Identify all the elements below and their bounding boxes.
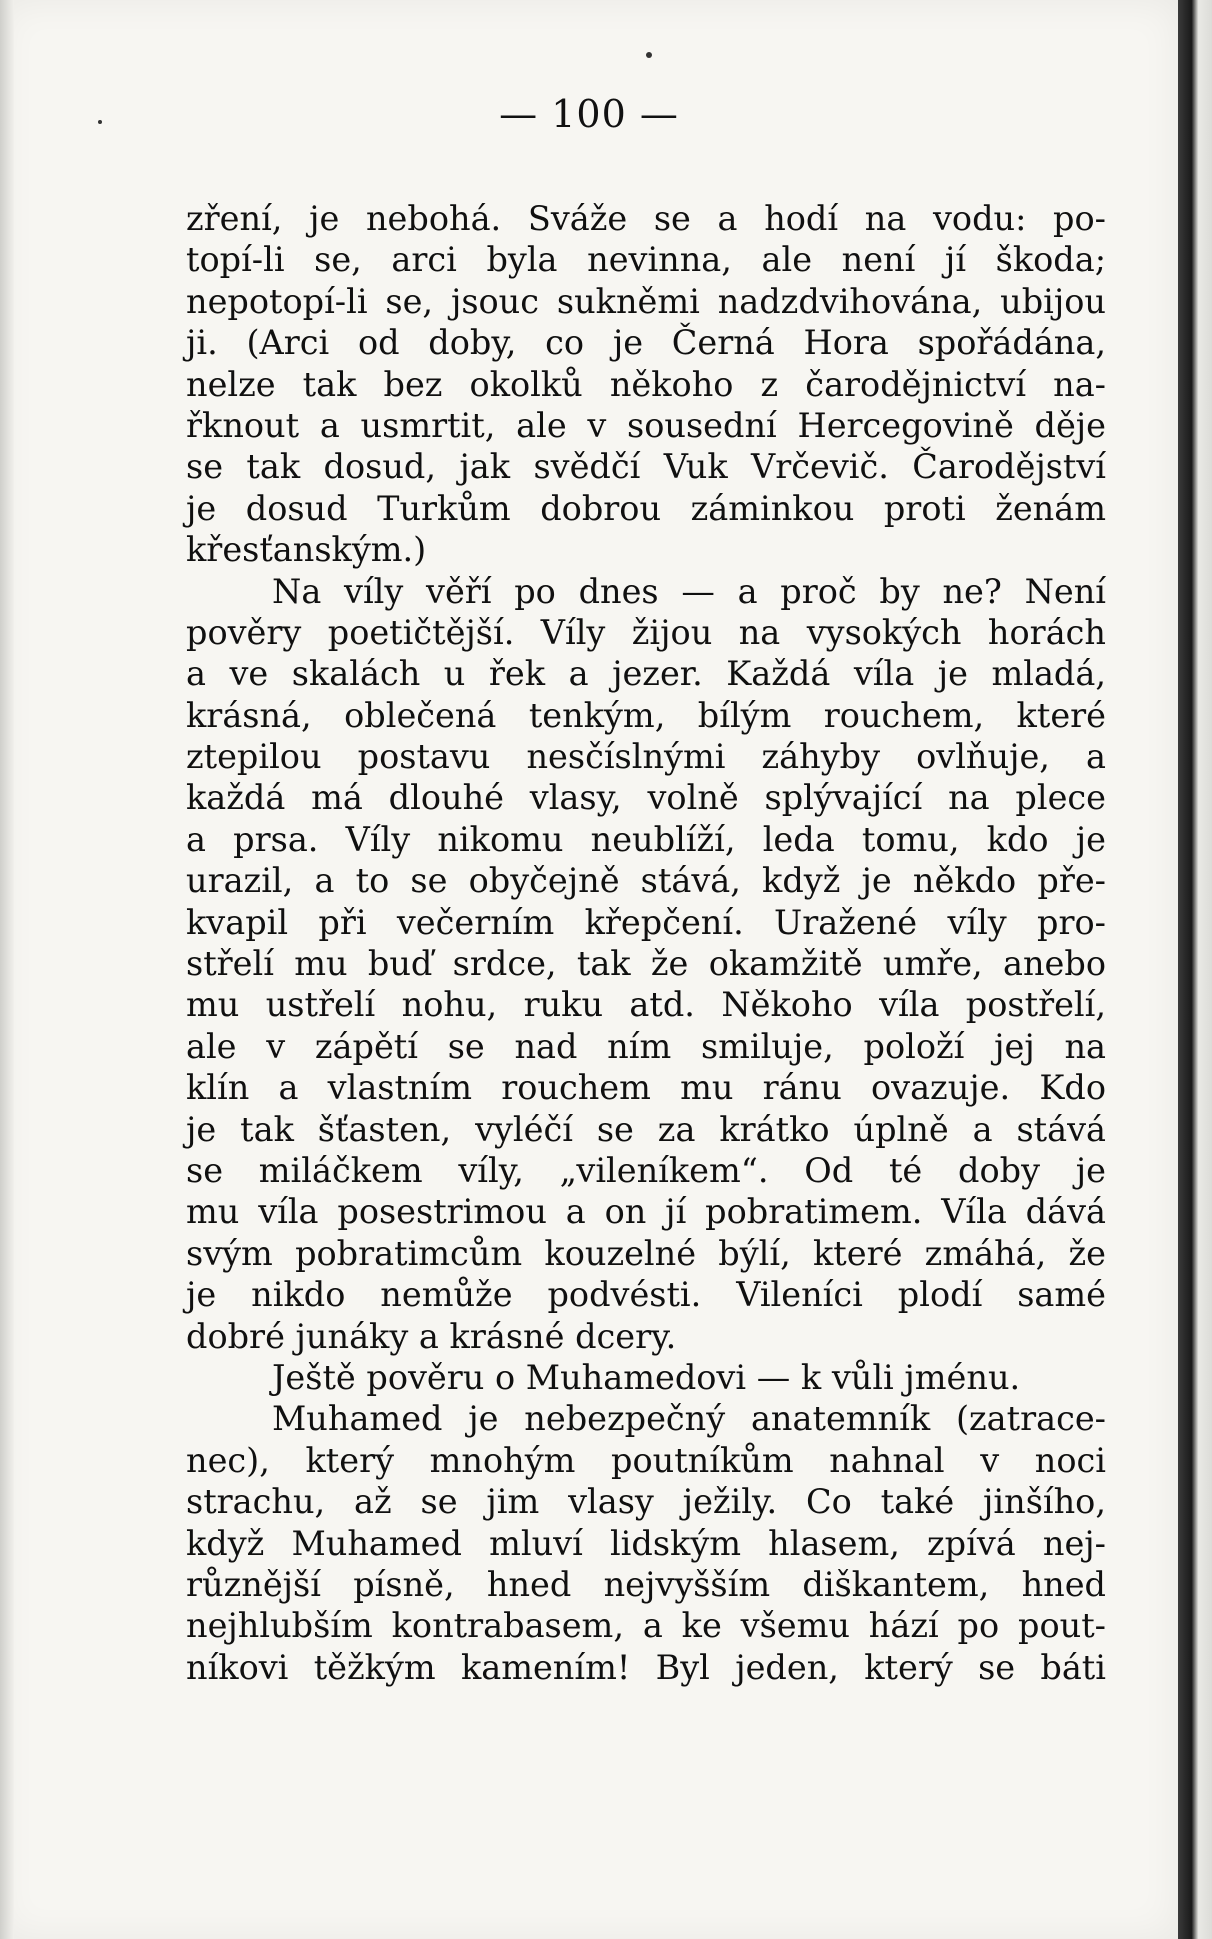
text-line: nelze tak bez okolků někoho z čarodějnictví na- — [186, 364, 1106, 404]
page-left-edge — [0, 0, 14, 1939]
text-line: se tak dosud, jak svědčí Vuk Vrčevič. Čarodějství — [186, 447, 1106, 487]
text-line: je tak šťasten, vyléčí se za krátko úplně a stává — [186, 1109, 1106, 1149]
text-line: a ve skalách u řek a jezer. Každá víla je mladá, — [186, 654, 1106, 694]
text-line: pověry poetičtější. Víly žijou na vysokých horách — [186, 612, 1106, 652]
text-line: se miláčkem víly, „vileníkem“. Od té doby je — [186, 1150, 1106, 1190]
text-line: zření, je nebohá. Sváže se a hodí na vodu: po- — [186, 199, 1106, 238]
text-line: ztepilou postavu nesčíslnými záhyby ovlňuje, a — [186, 737, 1106, 777]
text-line: topí-li se, arci byla nevinna, ale není jí škoda; — [186, 240, 1106, 280]
text-line: mu ustřelí nohu, ruku atd. Někoho víla postřelí, — [186, 985, 1106, 1025]
text-line: a prsa. Víly nikomu neublíží, leda tomu, kdo je — [186, 819, 1106, 859]
text-line: Na víly věří po dnes — a proč by ne? Není — [272, 571, 1106, 611]
paper-speck — [646, 52, 652, 58]
text-line: nejhlubším kontrabasem, a ke všemu hází po pout- — [186, 1606, 1106, 1646]
page-body-text — [186, 198, 1106, 1688]
text-line: Muhamed je nebezpečný anatemník (zatrace- — [272, 1399, 1106, 1439]
text-line: krásná, oblečená tenkým, bílým rouchem, které — [186, 695, 1106, 735]
text-line: mu víla posestrimou a on jí pobratimem. Víla dává — [186, 1192, 1106, 1232]
text-line: kvapil při večerním křepčení. Uražené víly pro- — [186, 902, 1106, 942]
paper-speck — [98, 120, 102, 124]
text-line: když Muhamed mluví lidským hlasem, zpívá nej- — [186, 1523, 1106, 1563]
text-line: urazil, a to se obyčejně stává, když je někdo pře- — [186, 861, 1106, 901]
text-line: je dosud Turkům dobrou záminkou proti ženám — [186, 488, 1106, 528]
text-line: každá má dlouhé vlasy, volně splývající na plece — [186, 778, 1106, 818]
page-right-edge — [1178, 0, 1212, 1939]
text-line: střelí mu buď srdce, tak že okamžitě umře, anebo — [186, 944, 1106, 984]
text-line: je nikdo nemůže podvésti. Vileníci plodí samé — [186, 1275, 1106, 1315]
text-line: dobré junáky a krásné dcery. — [186, 1316, 677, 1356]
text-line: nec), který mnohým poutníkům nahnal v noci — [186, 1440, 1106, 1480]
text-line: strachu, až se jim vlasy ježily. Co také jinšího, — [186, 1482, 1106, 1522]
text-line: klín a vlastním rouchem mu ránu ovazuje. Kdo — [186, 1068, 1106, 1108]
text-line: nepotopí-li se, jsouc sukněmi nadzdvihována, ubijou — [186, 281, 1106, 321]
text-line: řknout a usmrtit, ale v sousední Hercegovině děje — [186, 405, 1106, 445]
page-number: — 100 — — [499, 92, 679, 136]
text-line: křesťanským.) — [186, 530, 427, 570]
text-line: různější písně, hned nejvyšším diškantem, hned — [186, 1564, 1106, 1604]
text-line: níkovi těžkým kamením! Byl jeden, který se báti — [186, 1647, 1106, 1687]
text-line: svým pobratimcům kouzelné býlí, které zmáhá, že — [186, 1233, 1106, 1273]
text-line: Ještě pověru o Muhamedovi — k vůli jménu. — [272, 1357, 1021, 1397]
text-line: ale v zápětí se nad ním smiluje, položí jej na — [186, 1026, 1106, 1066]
text-line: ji. (Arci od doby, co je Černá Hora spořádána, — [186, 323, 1106, 363]
